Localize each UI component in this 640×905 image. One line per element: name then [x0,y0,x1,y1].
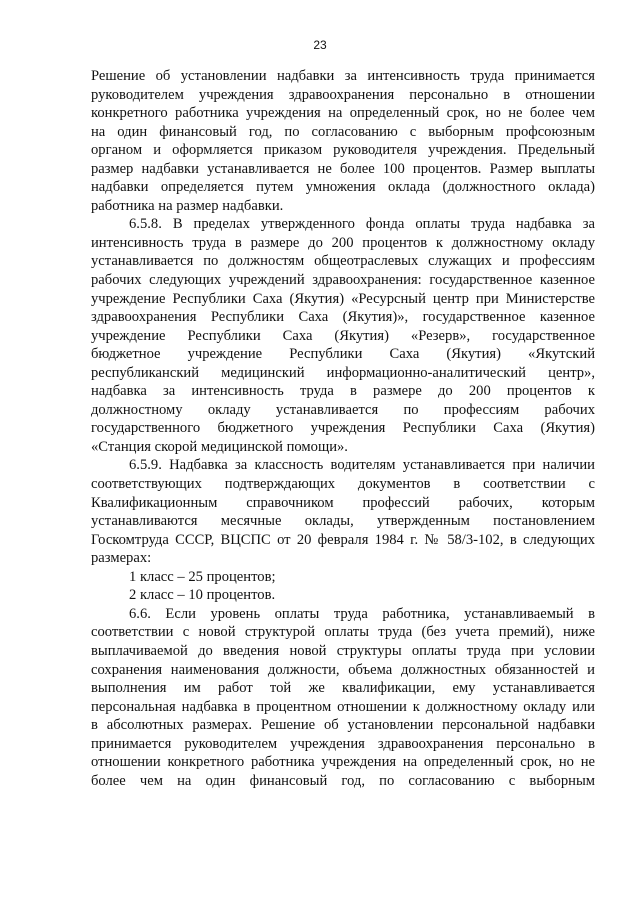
text-line: выплачиваемой до введения новой структуры оплаты труда при условии [91,642,595,659]
text-line: 2 класс – 10 процентов. [129,587,276,604]
text-line: размер надбавки устанавливается не более 100 процентов. Размер выплаты [91,160,595,177]
text-line: 6.5.9. Надбавка за классность водителям устанавливается при наличии [129,457,595,474]
text-line: надбавки определяется путем умножения оклада (должностного оклада) [91,179,595,196]
text-line: устанавливается по должностям общеотраслевых служащих и профессиям [91,253,595,270]
text-line: устанавливаются месячные оклады, утвержденным постановлением [91,513,595,530]
text-line: учреждение Республики Саха (Якутия) «Ресурсный центр при Министерстве [91,290,595,307]
text-line: соответствующих подтверждающих документов в соответствии с [91,476,595,493]
text-line: органом и оформляется приказом руководителя учреждения. Предельный [91,142,595,159]
text-line: государственного бюджетного учреждения Республики Саха (Якутия) [91,420,595,437]
body-text [91,67,595,790]
text-line: в абсолютных размерах. Решение об установлении персональной надбавки [91,717,595,734]
text-line: принимается руководителем учреждения здравоохранения персонально в [91,735,595,752]
text-line: Госкомтруда СССР, ВЦСПС от 20 февраля 1984 г. № 58/3-102, в следующих [91,531,595,548]
text-line: 1 класс – 25 процентов; [129,568,276,585]
text-line: должностному окладу устанавливается по профессиям рабочих [91,401,595,418]
text-line: на один финансовый год, по согласованию с выборным профсоюзным [91,123,595,140]
text-line: интенсивность труда в размере до 200 процентов к должностному окладу [91,234,595,251]
text-line: бюджетное учреждение Республики Саха (Якутия) «Якутский [91,346,595,363]
text-line: соответствии с новой структурой оплаты труда (без учета премий), ниже [91,624,595,641]
text-line: Квалификационным справочником профессий рабочих, которым [91,494,595,511]
text-line: республиканский медицинский информационно-аналитический центр», [91,364,595,381]
text-line: отношении конкретного работника учреждения на определенный срок, но не [91,754,595,771]
text-line: учреждение Республики Саха (Якутия) «Резерв», государственное [91,327,595,344]
text-line: размерах: [91,550,152,567]
text-line: «Станция скорой медицинской помощи». [91,438,348,455]
text-line: 6.6. Если уровень оплаты труда работника, устанавливаемый в [129,605,595,622]
text-line: рабочих следующих учреждений здравоохранения: государственное казенное [91,272,595,289]
text-line: более чем на один финансовый год, по согласованию с выборным [91,772,595,789]
text-line: здравоохранения Республики Саха (Якутия)», государственное казенное [91,309,595,326]
text-line: выполнения им работ той же квалификации, ему устанавливается [91,680,595,697]
text-line: Решение об установлении надбавки за интенсивность труда принимается [91,68,595,84]
text-line: конкретного работника учреждения на определенный срок, но не более чем [91,105,595,122]
text-line: руководителем учреждения здравоохранения персонально в отношении [91,86,595,103]
text-line: сохранения наименования должности, объема должностных обязанностей и [91,661,595,678]
text-line: надбавка за интенсивность труда в размере до 200 процентов к [91,383,595,400]
text-line: работника на размер надбавки. [91,197,284,214]
text-line: персональная надбавка в процентном отношении к должностному окладу или [91,698,595,715]
text-line: 6.5.8. В пределах утвержденного фонда оплаты труда надбавка за [129,216,595,233]
page-number: 23 [313,38,327,52]
